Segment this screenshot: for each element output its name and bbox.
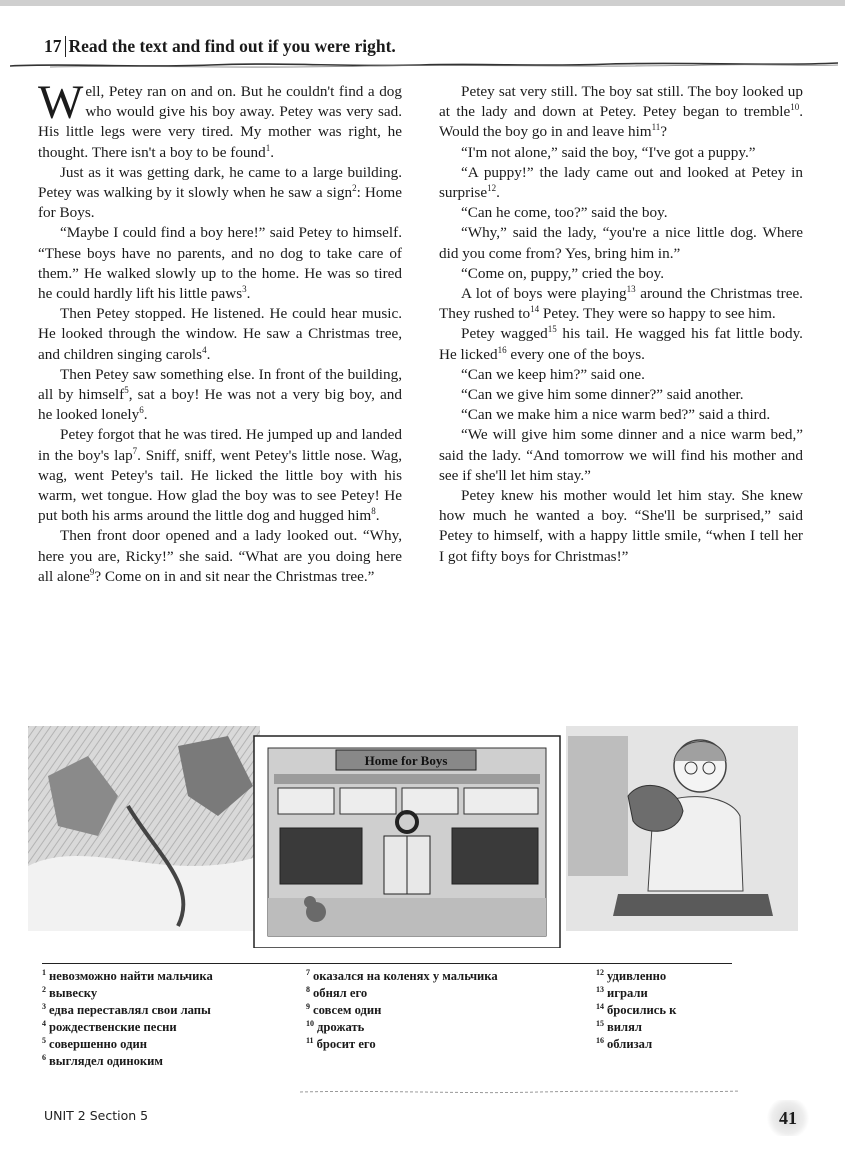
footnote-item xyxy=(42,1053,213,1070)
story-text: every one of the boys. xyxy=(506,345,645,363)
story-text: Then Petey stopped. He listened. He could hear music. He looked through the window. He saw a Christmas tree, and children singing carols xyxy=(38,305,402,363)
footnote-ref: 2 xyxy=(352,182,357,193)
footnote-item xyxy=(306,1036,498,1053)
story-text: “Can we keep him?” said one. xyxy=(461,365,645,383)
footnote-ref: 10 xyxy=(790,102,800,113)
story-text: ell, Petey ran on and on. But he couldn't find a dog who would give his boy away. Petey was very sad. His little legs were very tired. My mother was right, he thought. There isn't a boy to be found xyxy=(38,83,402,161)
footnote-ref: 8 xyxy=(371,506,376,517)
story-text: Then front door opened and a lady looked out. “Why, here you are, Ricky!” she said. “What are you doing here all alone xyxy=(38,527,402,585)
footnote-ref: 1 xyxy=(265,142,271,153)
story-paragraph xyxy=(439,486,803,567)
footnote-number: 5 xyxy=(42,1035,46,1045)
footnote-text: вывеску xyxy=(49,986,98,1000)
story-paragraph xyxy=(38,526,402,587)
story-text: ? xyxy=(660,123,668,141)
footnotes-column-2 xyxy=(306,968,498,1053)
story-text: “Can we make him a nice warm bed?” said a third. xyxy=(461,406,771,424)
footnote-ref: 15 xyxy=(547,324,557,335)
story-text: Petey forgot that he was tired. He jumped up and landed in the boy's lap xyxy=(38,426,402,464)
footnote-text: дрожать xyxy=(317,1020,365,1034)
footnote-text: выглядел одиноким xyxy=(49,1054,163,1068)
footnote-ref: 6 xyxy=(139,405,144,416)
footnote-number: 12 xyxy=(596,967,604,977)
footnote-ref: 12 xyxy=(487,182,497,193)
drop-cap: W xyxy=(38,76,84,129)
task-instruction: Read the text and find out if you were right. xyxy=(68,36,396,56)
story-paragraph xyxy=(439,143,803,163)
story-column-left xyxy=(38,76,402,587)
footnote-ref: 7 xyxy=(132,445,138,456)
story-text: Petey knew his mother would let him stay. She knew how much he wanted a boy. “She'll be surprised,” said Petey to himself, with a happy little smile, “when I tell her I got fifty boys for Christmas!” xyxy=(439,487,803,565)
story-paragraph xyxy=(439,425,803,486)
footnote-number: 15 xyxy=(596,1018,604,1028)
footnote-item xyxy=(42,1036,213,1053)
story-text: . xyxy=(246,285,251,303)
footnote-number: 10 xyxy=(306,1018,314,1028)
footnote-ref: 3 xyxy=(242,283,247,294)
footnote-item xyxy=(42,1002,213,1019)
boy-with-puppy-scene xyxy=(566,726,798,931)
footnote-number: 14 xyxy=(596,1001,604,1011)
story-text: “A puppy!” the lady came out and looked at Petey in surprise xyxy=(439,163,803,202)
story-paragraph xyxy=(38,76,402,163)
footnote-number: 11 xyxy=(306,1035,314,1045)
story-text: . Would the boy go in and leave him xyxy=(439,103,803,141)
footnote-text: бросились к xyxy=(607,1003,677,1017)
story-text: Petey. They were so happy to see him. xyxy=(539,305,776,323)
story-paragraph xyxy=(439,405,803,425)
story-paragraph xyxy=(439,385,803,405)
footnote-number: 1 xyxy=(42,967,46,977)
footnote-item xyxy=(306,985,498,1002)
story-paragraph xyxy=(38,425,402,526)
footnote-ref: 5 xyxy=(124,384,129,395)
footnote-item xyxy=(596,1019,676,1036)
story-paragraph xyxy=(439,365,803,385)
footnote-number: 13 xyxy=(596,984,604,994)
story-paragraph xyxy=(38,223,402,304)
footnote-text: невозможно найти мальчика xyxy=(49,969,213,983)
footnote-number: 2 xyxy=(42,984,46,994)
unit-section-label: UNIT 2 Section 5 xyxy=(44,1108,149,1123)
footnote-number: 6 xyxy=(42,1052,46,1062)
footnotes xyxy=(42,963,732,1068)
story-paragraph xyxy=(439,203,803,223)
footnote-number: 4 xyxy=(42,1018,46,1028)
page-edge xyxy=(0,0,845,6)
story-text: : Home for Boys. xyxy=(38,184,402,222)
footnote-item xyxy=(42,968,213,985)
story-paragraph xyxy=(439,324,803,364)
footnote-number: 16 xyxy=(596,1035,604,1045)
footnotes-column-3 xyxy=(596,968,676,1053)
story-text: “We will give him some dinner and a nice warm bed,” said the lady. “And tomorrow we will find his mother and see if she'll let him stay.” xyxy=(439,426,803,484)
footnote-number: 9 xyxy=(306,1001,310,1011)
task-header xyxy=(44,36,829,58)
story-text: Petey wagged xyxy=(461,325,548,343)
footnote-item xyxy=(42,985,213,1002)
story-text: his tail. He wagged his fat little body. He licked xyxy=(439,325,803,363)
header-rule xyxy=(10,57,838,71)
footnote-text: играли xyxy=(607,986,648,1000)
footnote-ref: 16 xyxy=(497,344,507,355)
footnote-item xyxy=(596,968,676,985)
snowy-street-scene xyxy=(28,726,260,931)
footnote-text: удивленно xyxy=(607,969,667,983)
story-text: . xyxy=(143,406,148,424)
story-text: . Sniff, sniff, went Petey's little nose. Wag, wag, went Petey's tail. He licked the little boy with his warm, wet tongue. How glad the boy was to see Petey! He put both his arms around the little dog and hugged him xyxy=(38,446,402,525)
footnote-item xyxy=(306,1019,498,1036)
footnote-ref: 4 xyxy=(202,344,207,355)
footnote-ref: 11 xyxy=(651,122,661,133)
bottom-rule xyxy=(300,1088,740,1096)
story-text: “Why,” said the lady, “you're a nice little dog. Where did you come from? Yes, bring him in.” xyxy=(439,224,803,262)
task-number: 17 xyxy=(44,36,66,57)
footnote-text: едва переставлял свои лапы xyxy=(49,1003,211,1017)
page-number: 41 xyxy=(766,1100,810,1136)
footnote-number: 7 xyxy=(306,967,310,977)
story-text: . xyxy=(206,345,211,363)
story-text: . xyxy=(375,507,380,525)
story-text: “Can we give him some dinner?” said another. xyxy=(461,386,744,404)
story-paragraph xyxy=(38,163,402,224)
story-paragraph xyxy=(38,365,402,426)
footnote-item xyxy=(42,1019,213,1036)
story-text: A lot of boys were playing xyxy=(461,285,627,303)
story-text: ? Come on in and sit near the Christmas tree.” xyxy=(94,567,375,585)
story-paragraph xyxy=(439,223,803,263)
story-text: Petey sat very still. The boy sat still. The boy looked up at the lady and down at Petey. Petey began to tremble xyxy=(439,83,803,121)
footnotes-column-1 xyxy=(42,968,213,1070)
footnote-number: 3 xyxy=(42,1001,46,1011)
story-text: “I'm not alone,” said the boy, “I've got a puppy.” xyxy=(461,143,756,161)
story-text: “Maybe I could find a boy here!” said Petey to himself. “These boys have no parents, and no dog to take care of them.” He walked slowly up to the home. He was so tired he could hardly lift his little paws xyxy=(38,224,402,303)
footnote-number: 8 xyxy=(306,984,310,994)
story-text: around the Christmas tree. They rushed to xyxy=(439,285,803,323)
building-sign: Home for Boys xyxy=(364,753,448,768)
footnote-text: рождественские песни xyxy=(49,1020,177,1034)
footnote-item xyxy=(306,1002,498,1019)
footnote-ref: 13 xyxy=(626,283,636,294)
footnote-ref: 14 xyxy=(530,304,540,315)
footnote-text: облизал xyxy=(607,1037,653,1051)
story-paragraph xyxy=(439,82,803,143)
story-text: . xyxy=(270,143,274,161)
footnote-text: совсем один xyxy=(313,1003,382,1017)
footnote-ref: 9 xyxy=(89,566,95,577)
story-paragraph xyxy=(439,284,803,324)
story-paragraph xyxy=(439,163,803,203)
story-column-right xyxy=(439,82,803,567)
story-paragraph xyxy=(38,304,402,365)
story-text: “Can he come, too?” said the boy. xyxy=(461,204,668,222)
footnote-item xyxy=(596,1036,676,1053)
footnote-text: оказался на коленях у мальчика xyxy=(313,969,498,983)
footnote-item xyxy=(306,968,498,985)
story-text: Just as it was getting dark, he came to a large building. Petey was walking by it slowly when he saw a sign xyxy=(38,163,402,202)
home-for-boys-building xyxy=(254,736,560,948)
footnote-text: вилял xyxy=(607,1020,643,1034)
footnote-text: совершенно один xyxy=(49,1037,147,1051)
illustration xyxy=(28,716,798,948)
footnote-text: обнял его xyxy=(313,986,368,1000)
story-text: Then Petey saw something else. In front of the building, all by himself xyxy=(38,365,402,404)
story-text: . xyxy=(496,184,500,202)
story-text: , sat a boy! He was not a very big boy, and he looked lonely xyxy=(38,386,402,424)
footnote-text: бросит его xyxy=(316,1037,376,1051)
footnote-item xyxy=(596,985,676,1002)
footnote-item xyxy=(596,1002,676,1019)
story-text: “Come on, puppy,” cried the boy. xyxy=(461,264,665,282)
story-paragraph xyxy=(439,264,803,284)
